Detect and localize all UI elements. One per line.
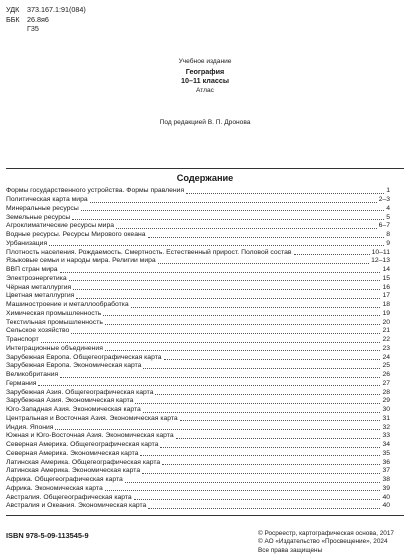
toc-row [6, 283, 390, 292]
copyright-line: © Росреестр, картографическая основа, 2017 [258, 530, 394, 537]
code-label: ББК [6, 14, 20, 24]
toc-title: Текстильная промышленность [6, 318, 103, 326]
toc-page: 23 [382, 344, 390, 352]
isbn: ISBN 978-5-09-113545-9 [6, 531, 89, 540]
toc-row [6, 371, 390, 380]
toc-leader [103, 315, 380, 316]
toc-row [6, 257, 390, 266]
toc-page: 34 [382, 441, 390, 449]
toc-leader [60, 377, 380, 378]
toc-page: 5 [386, 213, 390, 221]
toc-leader [81, 210, 385, 211]
toc-title: Интеграционные объединения [6, 344, 103, 352]
book-type: Атлас [196, 86, 214, 94]
toc-title: Агроклиматические ресурсы мира [6, 222, 115, 230]
toc-title: Сельское хозяйство [6, 327, 70, 335]
toc-leader [140, 455, 380, 456]
toc-leader [176, 438, 381, 439]
toc-row [6, 205, 390, 214]
toc-page: 40 [382, 502, 390, 510]
toc-page: 35 [382, 449, 390, 457]
toc-title: Латинская Америка. Общегеографическая карта [6, 458, 161, 466]
toc-page: 21 [382, 327, 390, 335]
toc-leader [143, 412, 381, 413]
toc-leader [105, 490, 381, 491]
toc-title: Северная Америка. Общегеографическая карта [6, 441, 159, 449]
toc-leader [142, 473, 380, 474]
toc-page: 22 [382, 336, 390, 344]
toc-leader [76, 298, 380, 299]
toc-title: Языковые семьи и народы мира. Религии мира [6, 257, 156, 265]
toc-row [6, 476, 390, 485]
toc-leader [294, 254, 370, 255]
toc-title: Латинская Америка. Экономическая карта [6, 467, 141, 475]
toc-leader [135, 403, 380, 404]
toc-title: Цветная металлургия [6, 292, 75, 300]
toc-page: 30 [382, 406, 390, 414]
toc-row [6, 362, 390, 371]
toc-row [6, 467, 390, 476]
toc-page: 37 [382, 467, 390, 475]
toc-title: Африка. Экономическая карта [6, 484, 103, 492]
rights-reserved: Все права защищены [258, 546, 323, 554]
editor-line: Под редакцией В. П. Дронова [159, 119, 251, 126]
copyright-line: © АО «Издательство «Просвещение», 2024 [258, 538, 388, 546]
toc-leader [180, 420, 381, 421]
toc-page: 4 [386, 204, 390, 212]
toc-title: Плотность населения. Рождаемость. Смертность. Естественный прирост. Половой состав [6, 248, 292, 256]
code-value: 373.167.1:91(084) [27, 5, 86, 14]
toc-leader [148, 237, 385, 238]
code-value: 26.8я6 [27, 14, 49, 24]
toc-page: 6–7 [378, 222, 390, 230]
code-label [6, 24, 27, 34]
toc-title: Минеральные ресурсы [6, 204, 79, 212]
toc-row [6, 266, 390, 275]
toc-title: Земельные ресурсы [6, 213, 71, 221]
toc-leader [105, 324, 381, 325]
toc-leader [69, 280, 381, 281]
toc-page: 19 [382, 309, 390, 317]
toc-title: Электроэнергетика [6, 274, 67, 282]
copyright-block [258, 530, 394, 555]
toc-row [6, 310, 390, 319]
table-of-contents [6, 187, 390, 511]
toc-page: 20 [382, 318, 390, 326]
toc-row [6, 380, 390, 389]
toc-page: 36 [382, 458, 390, 466]
toc-page: 29 [382, 397, 390, 405]
toc-title: Зарубежная Азия. Общегеографическая карта [6, 388, 154, 396]
toc-page: 32 [382, 423, 390, 431]
grades: 10–11 классы [181, 76, 229, 86]
divider-top [6, 168, 404, 169]
toc-title: Юго-Западная Азия. Экономическая карта [6, 406, 141, 414]
title-block [0, 57, 410, 95]
toc-leader [105, 350, 381, 351]
toc-row [6, 450, 390, 459]
toc-leader [49, 245, 384, 246]
toc-row [6, 458, 390, 467]
toc-leader [38, 385, 380, 386]
divider-bottom [6, 515, 404, 516]
toc-leader [164, 359, 381, 360]
toc-leader [60, 272, 381, 273]
toc-row [6, 441, 390, 450]
toc-title: Чёрная металлургия [6, 283, 72, 291]
toc-row [6, 415, 390, 424]
code-row-udk [6, 5, 86, 15]
toc-page: 17 [382, 292, 390, 300]
toc-leader [71, 333, 380, 334]
toc-title: Северная Америка. Экономическая карта [6, 449, 139, 457]
toc-page: 38 [382, 476, 390, 484]
toc-leader [73, 289, 380, 290]
toc-row [6, 432, 390, 441]
toc-row [6, 406, 390, 415]
toc-title: Австралия и Океания. Экономическая карта [6, 502, 147, 510]
toc-row [6, 423, 390, 432]
toc-row [6, 213, 390, 222]
toc-leader [55, 429, 380, 430]
toc-row [6, 196, 390, 205]
toc-leader [186, 193, 384, 194]
toc-row [6, 345, 390, 354]
toc-row [6, 493, 390, 502]
toc-title: Центральная и Восточная Азия. Экономическая карта [6, 414, 178, 422]
toc-page: 25 [382, 362, 390, 370]
toc-leader [72, 219, 384, 220]
toc-page: 18 [382, 301, 390, 309]
toc-row [6, 240, 390, 249]
toc-row [6, 388, 390, 397]
toc-title: Южная и Юго-Восточная Азия. Экономическая карта [6, 432, 174, 440]
toc-page: 9 [386, 239, 390, 247]
toc-page: 2–3 [378, 196, 390, 204]
code-value: Г35 [27, 24, 39, 34]
toc-page: 40 [382, 493, 390, 501]
toc-row [6, 353, 390, 362]
toc-row [6, 327, 390, 336]
toc-leader [116, 228, 377, 229]
toc-leader [143, 368, 380, 369]
toc-row [6, 336, 390, 345]
toc-page: 33 [382, 432, 390, 440]
book-title: География [185, 66, 225, 76]
toc-title: Химическая промышленность [6, 309, 102, 317]
toc-row [6, 231, 390, 240]
toc-title: ВВП стран мира [6, 266, 58, 274]
toc-page: 39 [382, 484, 390, 492]
code-row-bbk [6, 15, 86, 25]
toc-leader [41, 342, 381, 343]
toc-leader [134, 499, 381, 500]
toc-title: Формы государственного устройства. Формы правления [6, 187, 185, 195]
toc-row [6, 318, 390, 327]
code-label: УДК [6, 5, 20, 14]
toc-title: Водные ресурсы. Ресурсы Мирового океана [6, 231, 146, 239]
toc-title: Африка. Общегеографическая карта [6, 476, 123, 484]
toc-title: Машиностроение и металлообработка [6, 301, 129, 309]
toc-title: Зарубежная Европа. Экономическая карта [6, 362, 142, 370]
toc-title: Транспорт [6, 336, 39, 344]
toc-title: Великобритания [6, 371, 59, 379]
code-row-author-mark [6, 24, 86, 34]
toc-title: Зарубежная Азия. Экономическая карта [6, 397, 134, 405]
toc-leader [160, 447, 380, 448]
toc-page: 15 [382, 274, 390, 282]
toc-row [6, 275, 390, 284]
toc-page: 8 [386, 231, 390, 239]
toc-page: 12–13 [371, 257, 390, 265]
toc-row [6, 248, 390, 257]
toc-heading: Содержание [176, 173, 234, 183]
toc-row [6, 222, 390, 231]
toc-leader [90, 202, 377, 203]
toc-page: 16 [382, 283, 390, 291]
toc-title: Германия [6, 379, 37, 387]
toc-title: Урбанизация [6, 239, 48, 247]
toc-leader [155, 394, 380, 395]
toc-title: Зарубежная Европа. Общегеографическая карта [6, 353, 162, 361]
toc-page: 14 [382, 266, 390, 274]
toc-page: 26 [382, 371, 390, 379]
toc-leader [131, 307, 381, 308]
toc-row [6, 187, 390, 196]
toc-page: 27 [382, 379, 390, 387]
toc-row [6, 485, 390, 494]
toc-page: 1 [386, 187, 390, 195]
toc-page: 10–11 [371, 248, 390, 256]
toc-row [6, 292, 390, 301]
toc-row [6, 502, 390, 511]
toc-title: Австралия. Общегеографическая карта [6, 493, 132, 501]
toc-leader [125, 482, 381, 483]
toc-page: 31 [382, 414, 390, 422]
toc-title: Политическая карта мира [6, 196, 88, 204]
edition-type: Учебное издание [178, 58, 232, 65]
classification-codes [6, 5, 86, 34]
toc-page: 28 [382, 388, 390, 396]
toc-leader [162, 464, 380, 465]
toc-row [6, 397, 390, 406]
toc-page: 24 [382, 353, 390, 361]
toc-row [6, 301, 390, 310]
toc-title: Индия. Япония [6, 423, 54, 431]
toc-leader [148, 508, 380, 509]
toc-leader [158, 263, 369, 264]
